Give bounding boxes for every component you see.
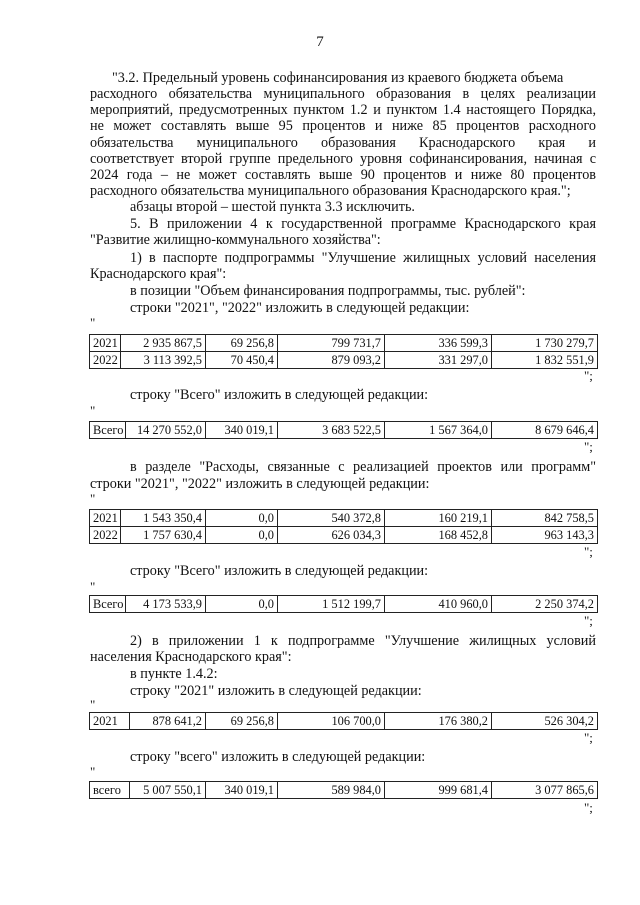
text-line: в разделе "Расходы, связанные с реализацией проектов или программ" xyxy=(130,459,596,475)
table-cell: 1 757 630,4 xyxy=(121,527,206,544)
table-cell: 340 019,1 xyxy=(206,422,278,439)
table-row xyxy=(90,596,598,613)
table-cell: Всего xyxy=(90,596,126,613)
quote-open: " xyxy=(90,491,96,506)
table-cell: 2021 xyxy=(90,335,121,352)
text-line: 2) в приложении 1 к подпрограмме "Улучшение жилищных условий xyxy=(130,633,596,649)
text-line: не может составлять выше 95 процентов и ниже 85 процентов расходного xyxy=(90,118,596,134)
table-cell: 69 256,8 xyxy=(206,713,278,730)
table-cell: 70 450,4 xyxy=(206,352,278,369)
table-cell: 2022 xyxy=(90,527,121,544)
quote-close: "; xyxy=(584,368,593,383)
table-cell: 999 681,4 xyxy=(385,782,492,799)
table-cell: 1 543 350,4 xyxy=(121,510,206,527)
quote-open: " xyxy=(90,315,96,330)
quote-close: "; xyxy=(584,439,593,454)
text-line: мероприятий, предусмотренных пунктом 1.2 и пунктом 1.4 настоящего Порядка, xyxy=(90,102,596,118)
text-line: 1) в паспорте подпрограммы "Улучшение жилищных условий населения xyxy=(130,250,596,266)
quote-close: "; xyxy=(584,730,593,745)
table-row-2021 xyxy=(89,712,598,730)
table-cell: 160 219,1 xyxy=(385,510,492,527)
text-line: строку "всего" изложить в следующей редакции: xyxy=(130,749,426,765)
text-line: в позиции "Объем финансирования подпрограммы, тыс. рублей": xyxy=(130,283,526,299)
text-line: обязательства муниципального образования Краснодарского края и xyxy=(90,135,596,151)
table-cell: 589 984,0 xyxy=(278,782,385,799)
table-cell: 14 270 552,0 xyxy=(126,422,206,439)
text-line: населения Краснодарского края": xyxy=(90,649,292,665)
table-cell: 0,0 xyxy=(206,527,278,544)
table-total-row xyxy=(89,595,598,613)
table-cell: 2021 xyxy=(90,510,121,527)
table-cell: 410 960,0 xyxy=(385,596,492,613)
quote-close: "; xyxy=(584,800,593,815)
table-cell: 799 731,7 xyxy=(278,335,385,352)
table-row xyxy=(90,527,598,544)
text-line: соответствует второй группе предельного уровня софинансирования, начиная с xyxy=(90,151,596,167)
text-line: 5. В приложении 4 к государственной программе Краснодарского края xyxy=(130,216,596,232)
text-line: строки "2021", "2022" изложить в следующей редакции: xyxy=(130,300,470,316)
text-line: расходного обязательства муниципального образования Краснодарского края."; xyxy=(90,183,571,199)
text-line: расходного обязательства муниципального образования в целях реализации xyxy=(90,86,596,102)
table-cell: 2 935 867,5 xyxy=(121,335,206,352)
text-line: "Развитие жилищно-коммунального хозяйства": xyxy=(90,232,381,248)
table-row xyxy=(90,335,598,352)
table-cell: 879 093,2 xyxy=(278,352,385,369)
table-rows-2021-2022 xyxy=(89,334,598,369)
table-row xyxy=(90,510,598,527)
table-row xyxy=(90,422,598,439)
table-cell: 0,0 xyxy=(206,510,278,527)
text-line: строку "2021" изложить в следующей редакции: xyxy=(130,683,422,699)
table-cell: 526 304,2 xyxy=(492,713,598,730)
text-line: в пункте 1.4.2: xyxy=(130,666,218,682)
table-cell: 2022 xyxy=(90,352,121,369)
text-line: строку "Всего" изложить в следующей редакции: xyxy=(130,387,429,403)
quote-open: " xyxy=(90,764,96,779)
table-cell: 0,0 xyxy=(206,596,278,613)
table-cell: 1 567 364,0 xyxy=(385,422,492,439)
text-line: строку "Всего" изложить в следующей редакции: xyxy=(130,563,429,579)
table-row xyxy=(90,713,598,730)
table-cell: 8 679 646,4 xyxy=(492,422,598,439)
page-number: 7 xyxy=(316,34,324,50)
table-cell: 2021 xyxy=(90,713,130,730)
table-cell: 626 034,3 xyxy=(278,527,385,544)
quote-close: "; xyxy=(584,613,593,628)
text-line: строки "2021", "2022" изложить в следующей редакции: xyxy=(90,476,430,492)
table-rows-2021-2022 xyxy=(89,509,598,544)
table-cell: 3 077 865,6 xyxy=(492,782,598,799)
table-cell: 336 599,3 xyxy=(385,335,492,352)
table-cell: 540 372,8 xyxy=(278,510,385,527)
table-cell: 69 256,8 xyxy=(206,335,278,352)
text-line: "3.2. Предельный уровень софинансирования из краевого бюджета объема xyxy=(112,70,564,86)
table-cell: 1 730 279,7 xyxy=(492,335,598,352)
table-cell: 1 512 199,7 xyxy=(278,596,385,613)
text-line: абзацы второй – шестой пункта 3.3 исключить. xyxy=(130,199,415,215)
table-cell: 842 758,5 xyxy=(492,510,598,527)
table-cell: 168 452,8 xyxy=(385,527,492,544)
quote-open: " xyxy=(90,403,96,418)
table-total-row xyxy=(89,421,598,439)
table-total-row xyxy=(89,781,598,799)
quote-open: " xyxy=(90,697,96,712)
table-cell: 176 380,2 xyxy=(385,713,492,730)
table-cell: 3 683 522,5 xyxy=(278,422,385,439)
table-cell: 340 019,1 xyxy=(206,782,278,799)
table-cell: 2 250 374,2 xyxy=(492,596,598,613)
table-cell: 4 173 533,9 xyxy=(126,596,206,613)
table-cell: 3 113 392,5 xyxy=(121,352,206,369)
table-cell: 331 297,0 xyxy=(385,352,492,369)
table-cell: 1 832 551,9 xyxy=(492,352,598,369)
table-cell: 963 143,3 xyxy=(492,527,598,544)
table-cell: Всего xyxy=(90,422,126,439)
text-line: 2024 года – не может составлять выше 90 процентов и ниже 80 процентов xyxy=(90,167,596,183)
table-row xyxy=(90,782,598,799)
table-cell: 106 700,0 xyxy=(278,713,385,730)
quote-open: " xyxy=(90,579,96,594)
table-row xyxy=(90,352,598,369)
table-cell: всего xyxy=(90,782,130,799)
quote-close: "; xyxy=(584,544,593,559)
text-line: Краснодарского края": xyxy=(90,266,227,282)
table-cell: 5 007 550,1 xyxy=(130,782,206,799)
table-cell: 878 641,2 xyxy=(130,713,206,730)
